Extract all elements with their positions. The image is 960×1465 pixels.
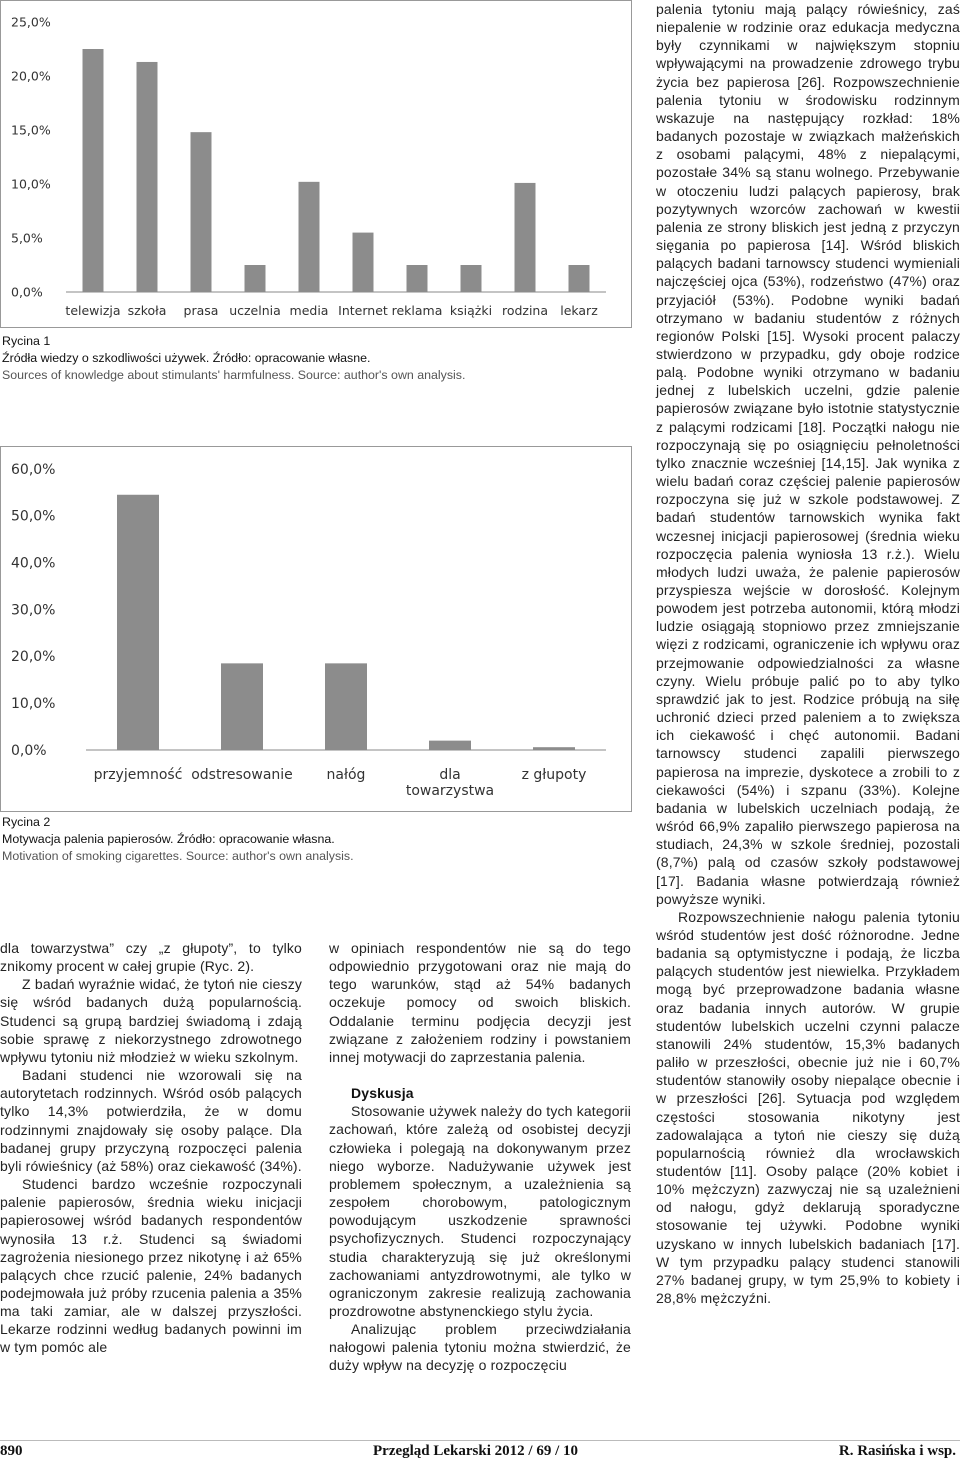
y-tick-label: 40,0%: [11, 555, 56, 572]
figure-2: [0, 446, 632, 812]
y-tick-label: 10,0%: [11, 696, 56, 713]
y-tick-label: 50,0%: [11, 508, 56, 525]
right-column: [656, 0, 960, 1307]
left-para-3: Badani studenci nie wzorowali się na autorytetach rodzinnych. Wśród osób palących tylko 14,3% potwierdziła, że w domu rodzinnymi znajdowały się osoby palące. Dla badanej grupy przyczyną rozpoczęci palenia byli rówieśnicy (aż 58%) oraz ciekawość (34%).: [0, 1067, 302, 1174]
figure-1-label: Rycina 1: [2, 334, 51, 348]
bar-dla-towarzystwa: [429, 741, 471, 750]
x-tick-label: nałóg: [326, 767, 366, 783]
x-tick-label: telewizja: [65, 303, 121, 318]
section-heading-discussion: Dyskusja: [351, 1085, 414, 1102]
y-tick-label: 10,0%: [11, 176, 51, 192]
figure-1-caption-pl: Źródła wiedzy o szkodliwości używek. Źródło: opracowanie własne.: [2, 351, 371, 365]
x-tick-label: szkoła: [127, 303, 167, 318]
bar-książki: [461, 265, 482, 292]
x-tick-label: Internet: [338, 303, 388, 318]
y-tick-label: 30,0%: [11, 602, 56, 619]
x-tick-label: dla: [439, 767, 461, 783]
figure-1-caption-en: Sources of knowledge about stimulants' harmfulness. Source: author's own analysis.: [2, 368, 466, 382]
x-tick-label: lekarz: [560, 303, 598, 318]
x-tick-label: reklama: [391, 303, 443, 318]
journal-info: Przegląd Lekarski 2012 / 69 / 10: [373, 1443, 578, 1459]
mid-para-2: Stosowanie używek należy do tych kategorii zachowań, które zależą od osobistej decyzji człowieka i polegają na dokonywanym przez niego wyborze. Nadużywanie używek jest problemem społecznym, a uzależnienia są zespołem chorobowym, patologicznym powodującym uszkodzenie sprawności psychofizycznych. Studenci rozpoczynający studia charakteryzują się już określonymi zachowaniami antyzdrowotnymi, ale tylko w ograniczonym zakresie realizują zachowania prozdrowotne abstynenckiego stylu życia.: [329, 1103, 631, 1319]
figure-1-caption: [2, 333, 642, 384]
figure-2-label: Rycina 2: [2, 815, 51, 829]
bar-reklama: [407, 265, 428, 292]
left-para-1: dla towarzystwa” czy „z głupoty”, to tylko znikomy procent w całej grupie (Ryc. 2).: [0, 940, 302, 975]
mid-para-3: Analizując problem przeciwdziałania nałogowi palenia tytoniu można stwierdzić, że duży wpływ na decyzję o rozpoczęciu: [329, 1321, 631, 1374]
chart-sources-of-knowledge: [1, 1, 631, 327]
figure-1: [0, 0, 632, 328]
y-tick-label: 20,0%: [11, 649, 56, 666]
x-tick-label: książki: [449, 303, 493, 318]
left-column: [0, 939, 302, 1357]
figure-2-caption-en: Motivation of smoking cigarettes. Source: author's own analysis.: [2, 849, 354, 863]
y-tick-label: 5,0%: [11, 230, 43, 246]
bar-lekarz: [569, 265, 590, 292]
authors: R. Rasińska i wsp.: [838, 1443, 956, 1459]
x-tick-label: z głupoty: [521, 767, 587, 783]
left-para-2: Z badań wyraźnie widać, że tytoń nie cieszy się wśród badanych dużą popularnością. Studenci są grupą bardziej świadomą i zdają sobie sprawę z niekorzystnego zdrowotnego wpływu tytoniu niż młodzież w wieku szkolnym.: [0, 976, 302, 1065]
bar-uczelnia: [245, 265, 266, 292]
x-tick-label: przyjemność: [93, 767, 183, 783]
y-tick-label: 25,0%: [11, 14, 51, 30]
bar-z-głupoty: [533, 747, 575, 750]
y-tick-label: 0,0%: [11, 742, 47, 759]
bar-szkoła: [137, 62, 158, 292]
x-tick-label: towarzystwa: [405, 783, 495, 800]
footer-rule: [0, 1440, 960, 1441]
x-tick-label: media: [289, 303, 329, 318]
figure-2-caption-pl: Motywacja palenia papierosów. Źródło: opracowanie własna.: [2, 832, 335, 846]
bar-internet: [353, 233, 374, 292]
chart-smoking-motivation: [1, 447, 631, 811]
x-tick-label: uczelnia: [229, 303, 281, 318]
right-para-2: Rozpowszechnienie nałogu palenia tytoniu wśród studentów jest dość różnorodne. Jedne badania są optymistyczne i podają, że liczba palących studentów jest niewielka. Przykładem mogą być przeprowadzone badania własne oraz badania innych autorów. W grupie studentów lubelskich uczelni czynni palacze stanowili 24% studentów, 15,3% badanych paliło w przeszłości, obecnie już nie i 60,7% studentów stanowiły osoby niepalące obecnie i w przeszłości [26]. Sytuacja pod względem częstości stosowania nikotyny jest zadowalająca a tytoń nie cieszy się dużą popularnością również dla wrocławskich studentów [11]. Osoby palące (20% kobiet i 10% mężczyzn) zazwyczaj nie są uzależnieni od nałogu, gdyż deklarują sporadyczne stosowanie tej używki. Podobne wyniki uzyskano w innych lubelskich badaniach [17]. W tym przypadku palący studenci stanowili 27% badanej grupy, w tym 25,9% to kobiety i 28,8% mężczyźni.: [656, 908, 960, 1307]
x-tick-label: prasa: [183, 303, 219, 318]
bar-odstresowanie: [221, 663, 263, 750]
bar-media: [299, 182, 320, 292]
bar-telewizja: [83, 49, 104, 292]
y-tick-label: 15,0%: [11, 122, 51, 138]
left-para-4: Studenci bardzo wcześnie rozpoczynali palenie papierosów, średnia wieku inicjacji papierosowej wśród badanych respondentów wynosiła 13 r.ż. Studenci są świadomi zagrożenia niesionego przez nikotynę i aż 65% palących chce rzucić palenie, 24% badanych podejmowała już próby rzucenia palenia a 35% ma taki zamiar, ale w dalszej przyszłości. Lekarze rodzinni według badanych powinni im w tym pomóc ale: [0, 1176, 302, 1356]
bar-prasa: [191, 132, 212, 292]
figure-2-caption: [2, 814, 642, 865]
bar-rodzina: [515, 183, 536, 292]
x-tick-label: rodzina: [501, 303, 549, 318]
right-para-1: palenia tytoniu mają palący rówieśnicy, zaś niepalenie w rodzinie oraz edukacja medyczna były czynnikami w największym stopniu wpływającymi na prowadzenie zdrowego trybu życia bez papierosa [26]. Rozpowszechnienie palenia tytoniu w środowisku rodzinnym wskazuje na następujący rozkład: 18% badanych pozostaje w związkach małżeńskich z osobami palącymi, 48% z niepalącymi, pozostałe 34% są stanu wolnego. Przebywanie w otoczeniu ludzi palących papierosy, brak pozytywnych wzorców zachowań w kwestii palenia ze strony bliskich jest jedną z przyczyn sięgania po papierosa [14]. Wśród bliskich palących badani tarnowscy studenci wymieniali najczęściej ojca (53%), rodzeństwo (47%) oraz przyjaciół (53%). Podobne wyniki badań otrzymano w badaniu studentów z różnych regionów Polski [15]. Wysoki procent palaczy stwierdzono w przypadku, gdy oboje rodzice palą. Podobne wyniki otrzymano w badaniu jednej z lubelskich uczelni, gdzie palenie papierosów związane było istotnie statystycznie z palącymi rodzicami [18]. Początki nałogu nie rozpoczynają się po osiągnięciu pełnoletności tylko znacznie wcześniej [14,15]. Jak wynika z wielu badań coraz częściej palenie papierosów rozpoczyna się już w szkole podstawowej. Z badań studentów tarnowskich wynika fakt wczesnej inicjacji papierosowej (średnia wieku rozpoczęcia palenia wyniosła 13 r.ż.). Wielu młodych ludzi uważa, że palenie papierosów przyspiesza wejście w dorosłość. Kolejnym powodem jest potrzeba autonomii, którą młodzi ludzie osiągają stopniowo przez zmniejszanie więzi z rodzicami, ograniczenie ich wpływu oraz przejmowanie odpowiedzialności za własne czyny. Wielu próbuje palić po to aby tylko sprawdzić jak to jest. Rodzice próbują na siłę uchronić dzieci przed paleniem a to zwiększa ich ciekawość i chęć autonomii. Badani tarnowscy studenci zapalili pierwszego papierosa na imprezie, dyskotece a zrobili to z ciekawości (54%) i szpanu (33%). Kolejne badania w lubelskich uczelniach podają, że wśród 66,9% zapaliło pierwszego papierosa na studiach, 24,3% w szkole średniej, pozostali (8,7%) palą od czasów szkoły podstawowej [17]. Badania własne potwierdzają również powyższe wyniki.: [656, 1, 960, 907]
mid-para-1: w opiniach respondentów nie są do tego odpowiednio przygotowani oraz nie mają do tego warunków, stąd aż 54% badanych oczekuje pomocy od swoich bliskich. Oddalanie terminu podjęcia decyzji jest związane z założeniem rodziny i powstaniem innej motywacji do zaprzestania palenia.: [329, 940, 631, 1065]
middle-column: [329, 939, 631, 1375]
x-tick-label: odstresowanie: [191, 767, 293, 783]
page-number: 890: [0, 1443, 23, 1459]
y-tick-label: 0,0%: [11, 284, 43, 300]
y-tick-label: 60,0%: [11, 461, 56, 478]
bar-przyjemność: [117, 495, 159, 750]
y-tick-label: 20,0%: [11, 68, 51, 84]
bar-nałóg: [325, 663, 367, 750]
page-footer: [0, 1443, 960, 1463]
